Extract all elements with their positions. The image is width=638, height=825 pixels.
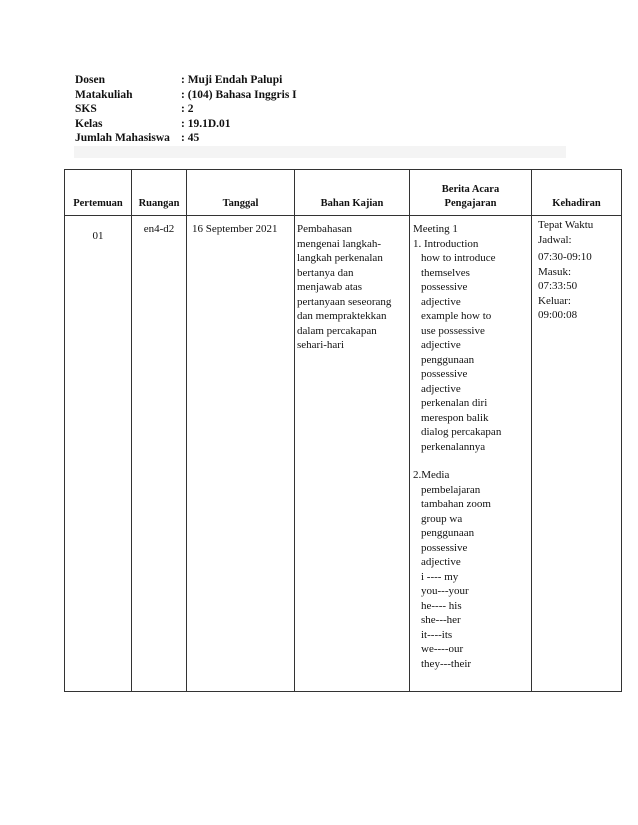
bahan-line: sehari-hari (297, 339, 345, 351)
berita-line: adjective (421, 295, 461, 308)
berita-line: possessive (421, 368, 468, 380)
berita-line: possessive (421, 281, 468, 293)
matakuliah-value: : (104) Bahasa Inggris I (181, 88, 297, 101)
berita-line: how to introduce (421, 252, 496, 264)
berita-line: penggunaan (421, 527, 475, 539)
bahan-line: bertanya dan (297, 266, 354, 279)
berita-line: dialog percakapan (421, 426, 502, 438)
ruangan-value: en4-d2 (143, 223, 175, 235)
kelas-value: : 19.1D.01 (181, 117, 231, 130)
berita-line: merespon balik (421, 411, 489, 424)
berita-line: he---- his (421, 599, 462, 612)
jadwal-label: Jadwal: (538, 233, 572, 246)
berita-line: perkenalannya (421, 440, 486, 453)
bahan-line: dan mempraktekkan (297, 310, 387, 322)
header-berita-line-2: Pengajaran (444, 198, 497, 209)
jumlah-value: : 45 (181, 132, 200, 145)
info-row-matakuliah (75, 88, 297, 103)
info-row-dosen (75, 73, 297, 88)
berita-line: pembelajaran (421, 483, 481, 496)
cell-tanggal (187, 216, 295, 692)
berita-line: possessive (421, 541, 468, 554)
berita-line: use possessive (421, 324, 485, 337)
info-row-kelas (75, 117, 297, 132)
info-row-jumlah (75, 131, 297, 146)
bahan-line: mengenai langkah- (297, 237, 381, 250)
kelas-label: Kelas (75, 117, 103, 130)
header-pertemuan: Pertemuan (65, 170, 132, 216)
matakuliah-label: Matakuliah (75, 88, 133, 101)
berita-line: they---their (421, 657, 472, 670)
header-kehadiran: Kehadiran (532, 170, 622, 216)
dosen-label: Dosen (75, 74, 106, 86)
berita-item-1-heading: 1. Introduction (413, 237, 479, 250)
tanggal-value: 16 September 2021 (192, 223, 278, 235)
berita-line: example how to (421, 310, 492, 322)
header-tanggal: Tanggal (187, 170, 295, 216)
berita-line: she---her (421, 614, 461, 626)
berita-title: Meeting 1 (413, 223, 458, 235)
bahan-line: dalam percakapan (297, 324, 377, 337)
cell-kehadiran (532, 216, 622, 692)
berita-line: group wa (421, 512, 463, 525)
berita-line: tambahan zoom (421, 498, 491, 510)
cell-pertemuan (65, 216, 132, 692)
sks-label: SKS (75, 103, 97, 116)
kehadiran-status: Tepat Waktu (538, 219, 594, 231)
keluar-label: Keluar: (538, 294, 571, 307)
keluar-value: 09:00:08 (538, 309, 578, 321)
cell-bahan-kajian (295, 216, 410, 692)
berita-line: adjective (421, 556, 461, 568)
berita-line: adjective (421, 382, 461, 395)
berita-item-1-body (413, 251, 529, 454)
header-ruangan: Ruangan (132, 170, 187, 216)
berita-line: adjective (421, 339, 461, 351)
header-berita-acara (410, 170, 532, 216)
bahan-line: langkah perkenalan (297, 252, 383, 264)
table-row (65, 216, 622, 692)
attendance-table (64, 169, 622, 692)
masuk-value: 07:33:50 (538, 280, 578, 292)
berita-line: i ---- my (421, 570, 459, 583)
berita-line: penggunaan (421, 353, 475, 366)
cell-berita-acara (410, 216, 532, 692)
table-header-row (65, 170, 622, 216)
separator-band (74, 146, 566, 158)
bahan-line: pertanyaan seseorang (297, 295, 392, 308)
berita-item-2-body (413, 483, 529, 672)
berita-line: it----its (421, 628, 453, 641)
course-info (75, 73, 297, 146)
berita-line: you---your (421, 585, 469, 597)
berita-line: themselves (421, 266, 470, 279)
jumlah-label: Jumlah Mahasiswa (75, 132, 170, 145)
jadwal-value: 07:30-09:10 (538, 251, 592, 263)
dosen-value: : Muji Endah Palupi (181, 74, 283, 86)
header-bahan-kajian: Bahan Kajian (295, 170, 410, 216)
bahan-line: Pembahasan (297, 223, 352, 235)
pertemuan-value: 01 (92, 230, 104, 242)
header-berita-line-1: Berita Acara (441, 184, 500, 195)
masuk-label: Masuk: (538, 265, 571, 278)
sks-value: : 2 (181, 103, 194, 116)
bahan-line: menjawab atas (297, 281, 363, 293)
cell-ruangan (132, 216, 187, 692)
info-row-sks (75, 102, 297, 117)
berita-line: perkenalan diri (421, 397, 488, 409)
berita-item-2-heading: 2.Media (413, 469, 450, 481)
berita-line: we----our (421, 643, 464, 655)
